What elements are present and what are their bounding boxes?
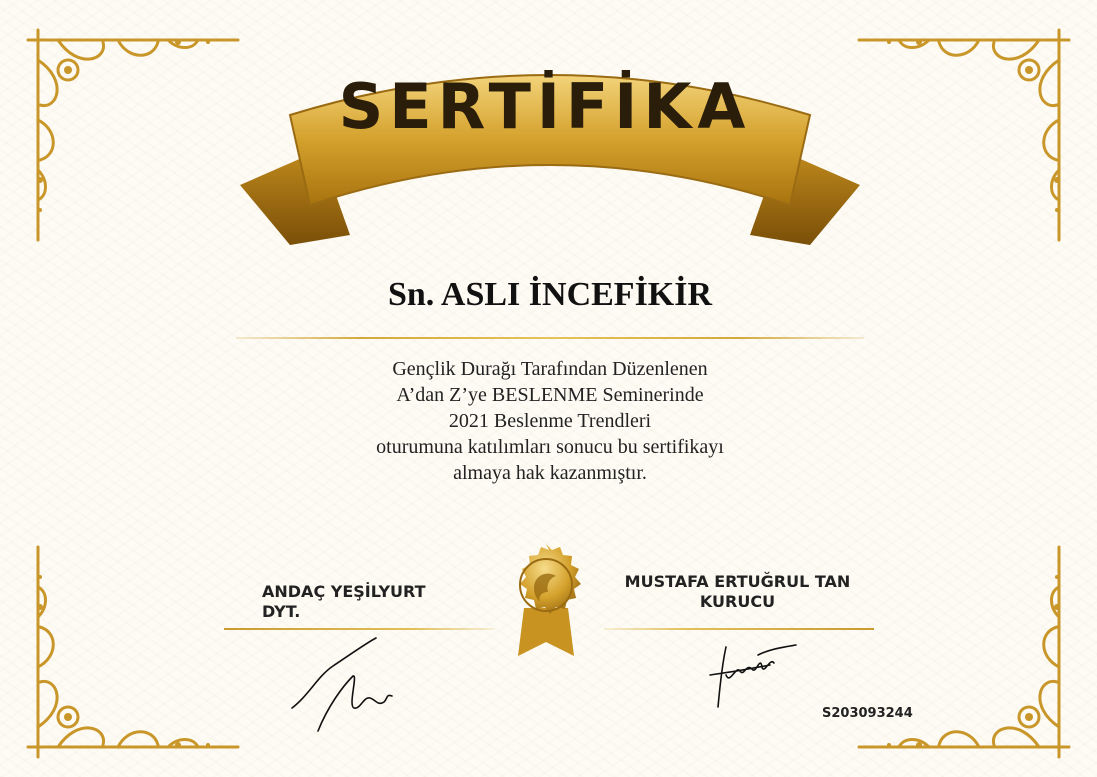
- certificate-body: [300, 356, 800, 486]
- body-line: 2021 Beslenme Trendleri: [448, 410, 652, 432]
- body-line: A’dan Z’ye BESLENME Seminerinde: [396, 384, 704, 406]
- body-line: Gençlik Durağı Tarafından Düzenlenen: [392, 358, 708, 380]
- serial-number: S203093244: [822, 706, 913, 721]
- left-signatory-role: DYT.: [262, 602, 301, 621]
- corner-ornament-top-left: [18, 20, 248, 250]
- right-signatory-role: KURUCU: [699, 592, 776, 611]
- certificate-title: SERTİFİKA: [338, 70, 752, 143]
- left-signatory: [262, 582, 462, 622]
- right-signatory-name: MUSTAFA ERTUĞRUL TAN: [624, 572, 851, 591]
- body-line: almaya hak kazanmıştır.: [453, 462, 647, 484]
- left-signature: [288, 636, 398, 736]
- corner-ornament-top-right: [849, 20, 1079, 250]
- left-signature-line: [224, 628, 494, 630]
- body-line: oturumuna katılımları sonucu bu sertifikayı: [376, 436, 724, 458]
- title-divider: [236, 337, 864, 339]
- gold-award-seal-icon: [498, 538, 594, 658]
- left-signatory-name: ANDAÇ YEŞİLYURT: [262, 582, 426, 601]
- recipient-name: Sn. ASLI İNCEFİKİR: [387, 276, 713, 313]
- right-signature-line: [604, 628, 874, 630]
- right-signature: [700, 635, 800, 715]
- right-signatory: [600, 572, 875, 612]
- corner-ornament-bottom-left: [18, 537, 248, 767]
- corner-ornament-bottom-right: [849, 537, 1079, 767]
